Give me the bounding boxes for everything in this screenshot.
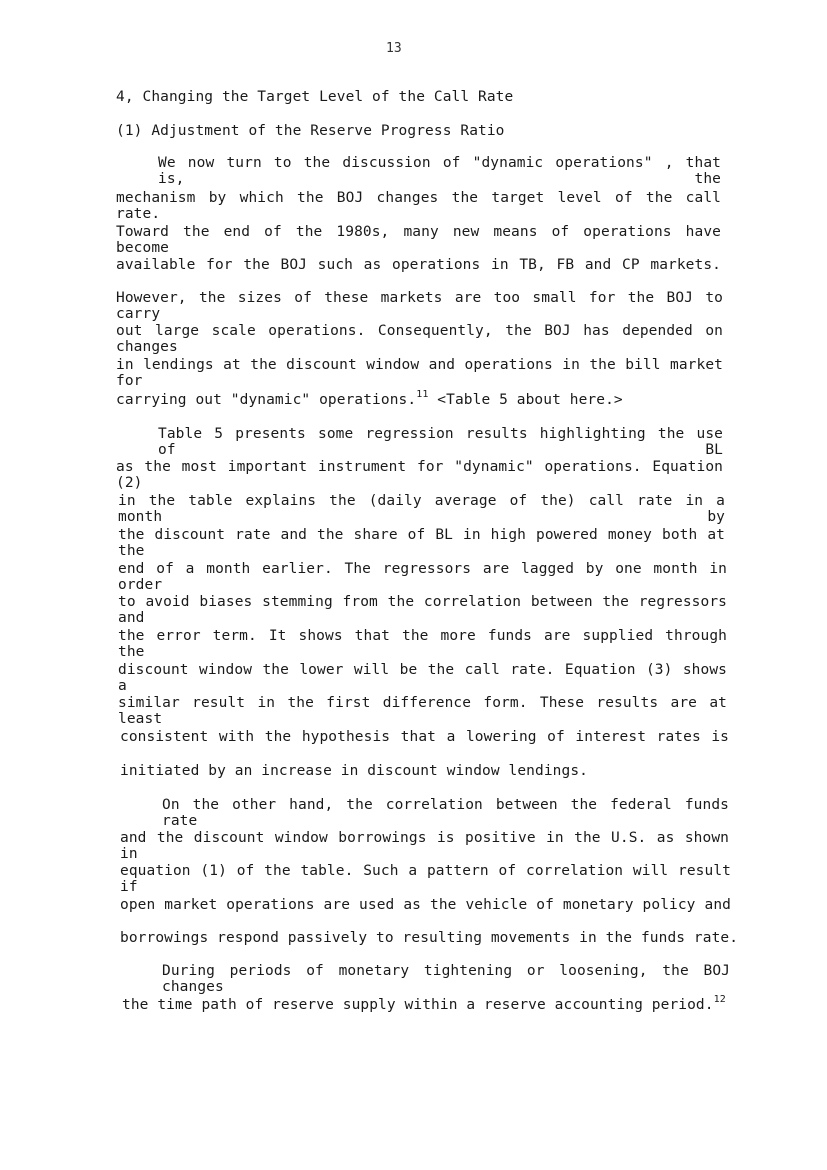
paragraph-2-last-line: initiated by an increase in discount window lendings. [120,763,588,779]
paragraph-3-line-3: equation (1) of the table. Such a pattern of correlation will result if [120,863,731,895]
paragraph-1-line-5: However, the sizes of these markets are too small for the BOJ to carry [116,290,723,322]
footnote-marker-11: 11 [416,389,429,400]
section-heading: 4, Changing the Target Level of the Call Rate [116,89,514,105]
paragraph-1-last-line-text: carrying out "dynamic" operations. [116,392,417,408]
page-number: 13 [386,41,402,56]
paragraph-2-line-6: to avoid biases stemming from the correlation between the regressors and [118,594,727,626]
paragraph-2-line-4: the discount rate and the share of BL in high powered money both at the [118,527,725,559]
paragraph-3-last-line: borrowings respond passively to resulting movements in the funds rate. [120,930,739,946]
paragraph-1-last-line [116,389,623,408]
paragraph-1-line-1: We now turn to the discussion of "dynamic operations" , that is, the [158,155,721,187]
paragraph-4-last-line-text: the time path of reserve supply within a reserve accounting period. [122,997,714,1013]
paragraph-4-last-line [122,994,726,1013]
footnote-marker-12: 12 [713,994,726,1005]
paragraph-2-line-1: Table 5 presents some regression results highlighting the use of BL [158,426,723,458]
paragraph-2-line-10: consistent with the hypothesis that a lowering of interest rates is [120,729,729,745]
paragraph-1-line-4: available for the BOJ such as operations in TB, FB and CP markets. [116,257,721,273]
paragraph-1-line-7: in lendings at the discount window and operations in the bill market for [116,357,723,389]
table-5-placement-note: <Table 5 about here.> [428,392,623,408]
paragraph-4-line-1: During periods of monetary tightening or loosening, the BOJ changes [162,963,730,995]
paragraph-1-line-3: Toward the end of the 1980s, many new means of operations have become [116,224,721,256]
paragraph-2-line-2: as the most important instrument for "dynamic" operations. Equation (2) [116,459,723,491]
paragraph-1-line-6: out large scale operations. Consequently, the BOJ has depended on changes [116,323,723,355]
subsection-heading: (1) Adjustment of the Reserve Progress Ratio [116,123,505,139]
paragraph-1-line-2: mechanism by which the BOJ changes the target level of the call rate. [116,190,721,222]
paragraph-2-line-7: the error term. It shows that the more funds are supplied through the [118,628,727,660]
paragraph-3-line-4: open market operations are used as the vehicle of monetary policy and [120,897,731,913]
paragraph-3-line-2: and the discount window borrowings is positive in the U.S. as shown in [120,830,729,862]
paragraph-2-line-3: in the table explains the (daily average of the) call rate in a month by [118,493,725,525]
paragraph-2-line-5: end of a month earlier. The regressors are lagged by one month in order [118,561,727,593]
paragraph-2-line-8: discount window the lower will be the call rate. Equation (3) shows a [118,662,727,694]
paragraph-2-line-9: similar result in the first difference form. These results are at least [118,695,727,727]
paragraph-3-line-1: On the other hand, the correlation between the federal funds rate [162,797,729,829]
